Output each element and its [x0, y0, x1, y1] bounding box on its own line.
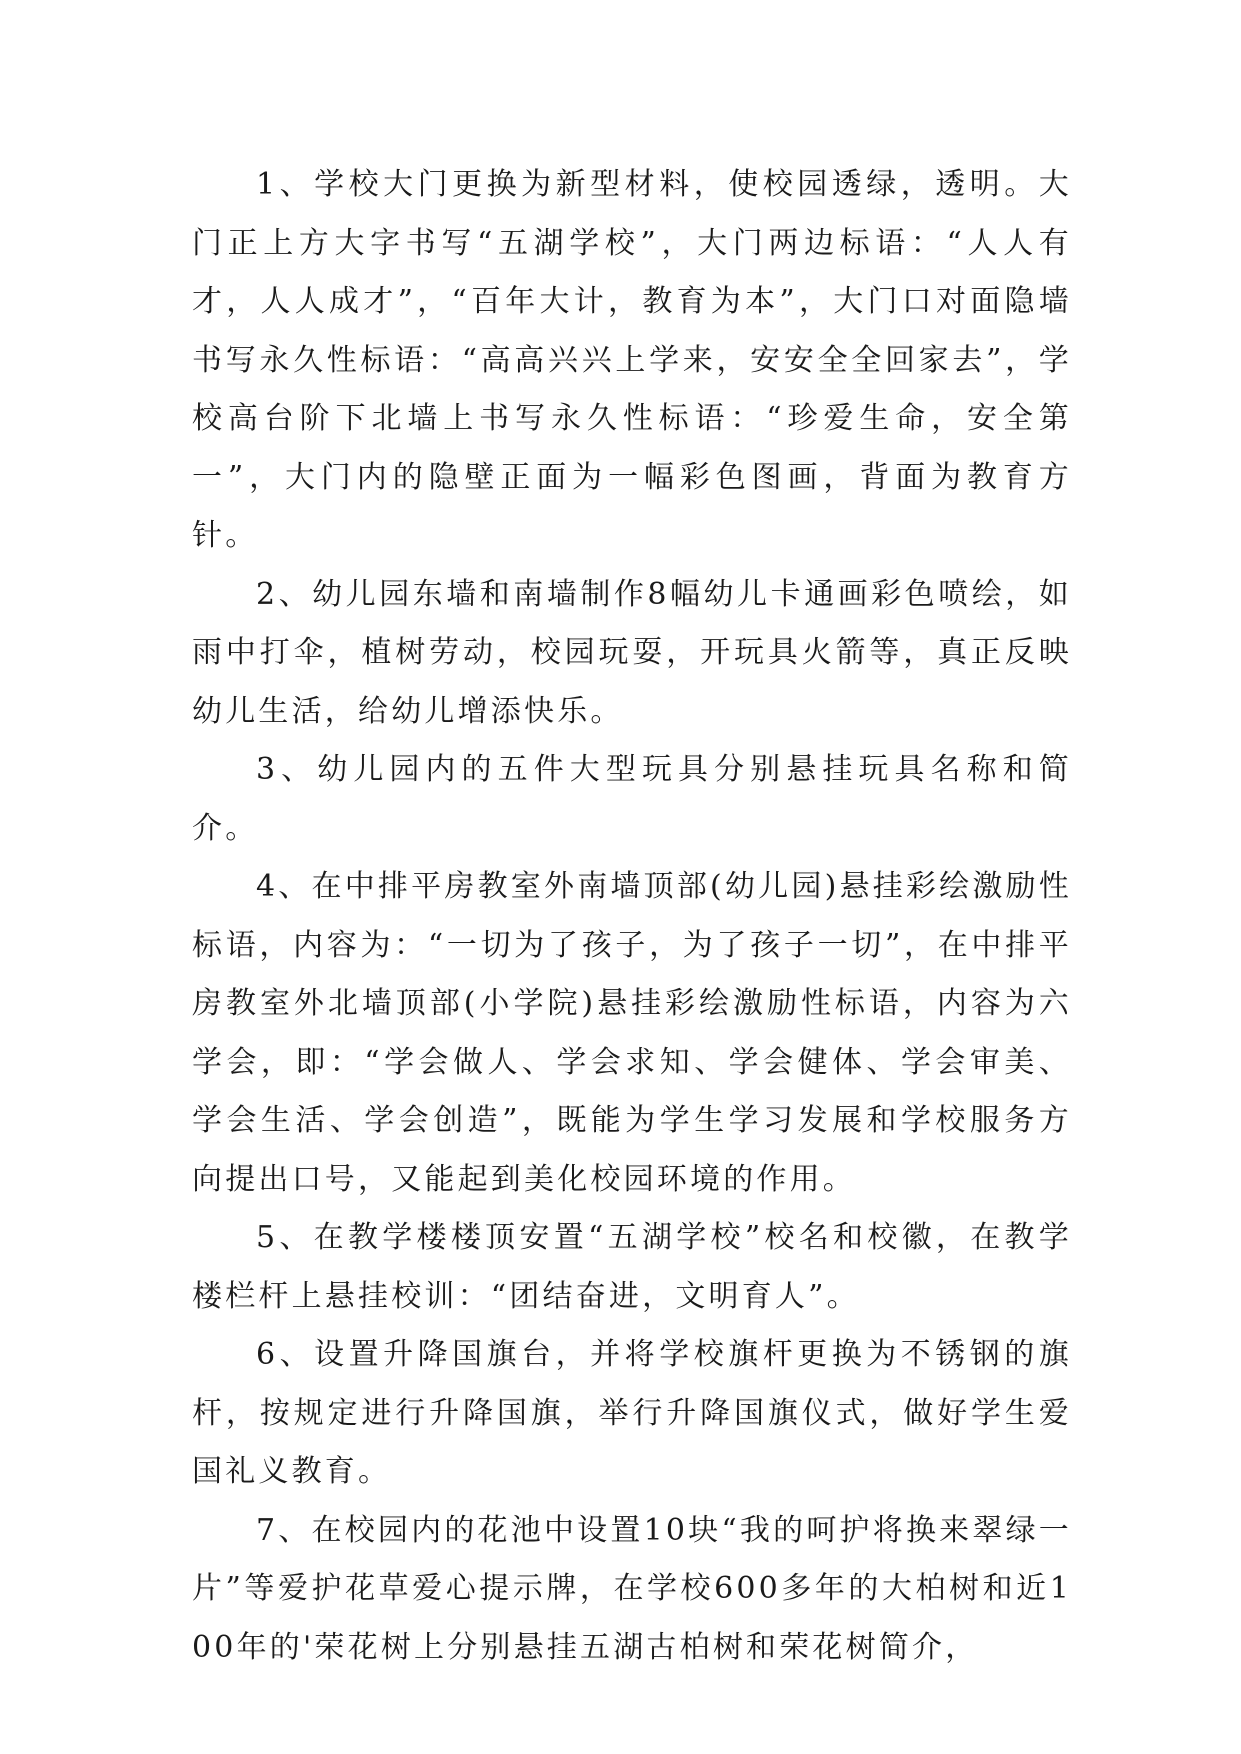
paragraph-slogans: 4、在中排平房教室外南墙顶部(幼儿园)悬挂彩绘激励性标语，内容为：“一切为了孩子，为了孩子一切”，在中排平房教室外北墙顶部(小学院)悬挂彩绘激励性标语，内容为六学会，即：“学会做人、学会求知、学会健体、学会审美、学会生活、学会创造”，既能为学生学习发展和学校服务方向提出口号，又能起到美化校园环境的作用。 — [192, 869, 1072, 1197]
paragraph-flag: 6、设置升降国旗台，并将学校旗杆更换为不锈钢的旗杆，按规定进行升降国旗，举行升降国旗仪式，做好学生爱国礼义教育。 — [192, 1337, 1072, 1489]
paragraph-toys: 3、幼儿园内的五件大型玩具分别悬挂玩具名称和简介。 — [192, 752, 1072, 846]
document-page — [192, 156, 1072, 1677]
paragraph-flower-beds: 7、在校园内的花池中设置10块“我的呵护将换来翠绿一片”等爱护花草爱心提示牌，在学校600多年的大柏树和近100年的'荣花树上分别悬挂五湖古柏树和荣花树简介， — [192, 1512, 1072, 1665]
paragraph-gate: 1、学校大门更换为新型材料，使校园透绿，透明。大门正上方大字书写“五湖学校”，大门两边标语：“人人有才，人人成才”，“百年大计，教育为本”，大门口对面隐墙书写永久性标语：“高高兴兴上学来，安安全全回家去”，学校高台阶下北墙上书写永久性标语：“珍爱生命，安全第一”，大门内的隐壁正面为一幅彩色图画，背面为教育方针。 — [192, 167, 1072, 553]
paragraph-teaching-building: 5、在教学楼楼顶安置“五湖学校”校名和校徽，在教学楼栏杆上悬挂校训：“团结奋进，文明育人”。 — [192, 1220, 1072, 1314]
paragraph-kindergarten-walls: 2、幼儿园东墙和南墙制作8幅幼儿卡通画彩色喷绘，如雨中打伞，植树劳动，校园玩耍，开玩具火箭等，真正反映幼儿生活，给幼儿增添快乐。 — [192, 576, 1072, 729]
